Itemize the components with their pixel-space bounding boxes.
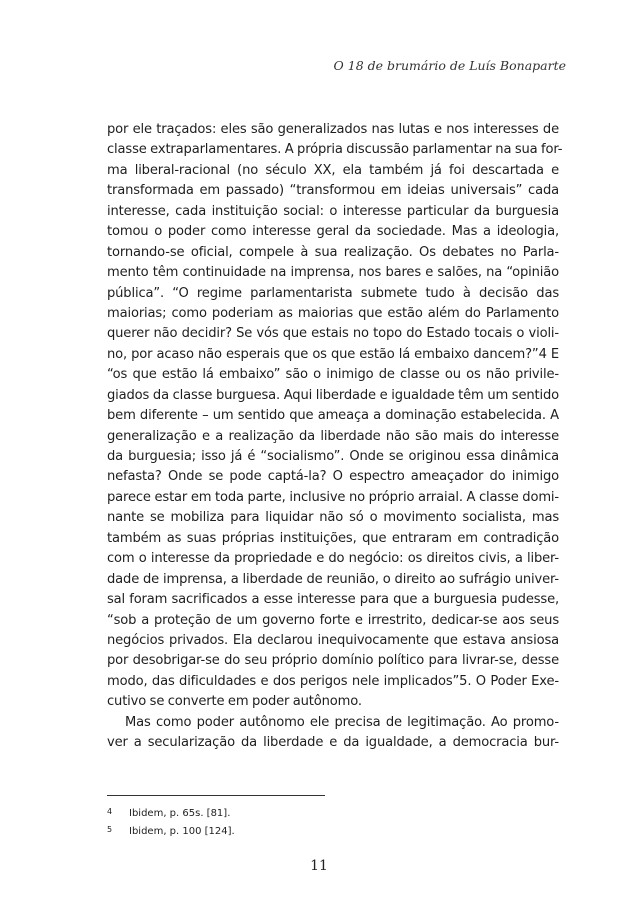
- text-line: dade de imprensa, a liberdade de reunião, o direito ao sufrágio univer-: [107, 571, 559, 587]
- footnote: [107, 823, 559, 841]
- footnote-divider: [107, 795, 325, 796]
- text-line: classe extraparlamentares. A própria discussão parlamentar na sua for-: [107, 142, 563, 158]
- text-line: negócios privados. Ela declarou inequivocamente que estava ansiosa: [107, 632, 559, 648]
- text-line: cutivo se converte em poder autônomo.: [107, 694, 362, 710]
- text-line: “os que estão lá embaixo” são o inimigo de classe ou os não privile-: [107, 367, 559, 383]
- text-line: no, por acaso não esperais que os que estão lá embaixo dancem?”4 E: [107, 346, 559, 362]
- text-line: querer não decidir? Se vós que estais no topo do Estado tocais o violi-: [107, 326, 559, 342]
- text-line: nante se mobiliza para liquidar não só o movimento socialista, mas: [107, 510, 559, 526]
- footnote-text: Ibidem, p. 100 [124].: [129, 826, 235, 837]
- running-head: O 18 de brumário de Luís Bonaparte: [333, 58, 566, 73]
- text-line: parece estar em toda parte, inclusive no próprio arraial. A classe domi-: [107, 489, 559, 505]
- text-line: generalização e a realização da liberdade não são mais do interesse: [107, 428, 559, 444]
- text-line: bem diferente – um sentido que ameaça a dominação estabelecida. A: [107, 408, 559, 424]
- footnote: [107, 805, 559, 823]
- text-line: ma liberal-racional (no século XX, ela também já foi descartada e: [107, 162, 559, 178]
- text-line: por ele traçados: eles são generalizados nas lutas e nos interesses de: [107, 122, 559, 137]
- text-line: modo, das dificuldades e dos perigos nele implicados”5. O Poder Exe-: [107, 673, 559, 689]
- text-line: giados da classe burguesa. Aqui liberdade e igualdade têm um sentido: [107, 387, 559, 403]
- footnote-number: 4: [107, 807, 113, 816]
- text-line: “sob a proteção de um governo forte e irrestrito, dedicar-se aos seus: [107, 612, 559, 628]
- text-line: com o interesse da propriedade e do negócio: os direitos civis, a liber-: [107, 551, 559, 567]
- text-line: nefasta? Onde se pode captá-la? O espectro ameaçador do inimigo: [107, 469, 559, 485]
- body-text: [107, 120, 563, 754]
- text-line: mento têm continuidade na imprensa, nos bares e salões, na “opinião: [107, 265, 559, 281]
- page-number: 11: [310, 858, 328, 874]
- text-line: maiorias; como poderiam as maiorias que estão além do Parlamento: [107, 305, 559, 321]
- footnote-text: Ibidem, p. 65s. [81].: [129, 808, 231, 819]
- footnotes: [107, 805, 559, 841]
- text-line: interesse, cada instituição social: o interesse particular da burguesia: [107, 203, 559, 219]
- text-line: transformada em passado) “transformou em ideias universais” cada: [107, 183, 559, 199]
- text-line: ver a secularização da liberdade e da igualdade, a democracia bur-: [107, 735, 559, 751]
- text-line: tomou o poder como interesse geral da sociedade. Mas a ideologia,: [107, 224, 559, 240]
- text-line: tornando-se oficial, compele à sua realização. Os debates no Parla-: [107, 244, 559, 260]
- text-line: pública”. “O regime parlamentarista submete tudo à decisão das: [107, 285, 559, 301]
- text-line: Mas como poder autônomo ele precisa de legitimação. Ao promo-: [125, 714, 559, 730]
- text-line: da burguesia; isso já é “socialismo”. Onde se originou essa dinâmica: [107, 449, 559, 464]
- text-line: sal foram sacrificados a esse interesse para que a burguesia pudesse,: [107, 592, 559, 608]
- footnote-number: 5: [107, 825, 113, 834]
- text-line: também as suas próprias instituições, que entraram em contradição: [107, 530, 559, 546]
- text-line: por desobrigar-se do seu próprio domínio político para livrar-se, desse: [107, 653, 559, 669]
